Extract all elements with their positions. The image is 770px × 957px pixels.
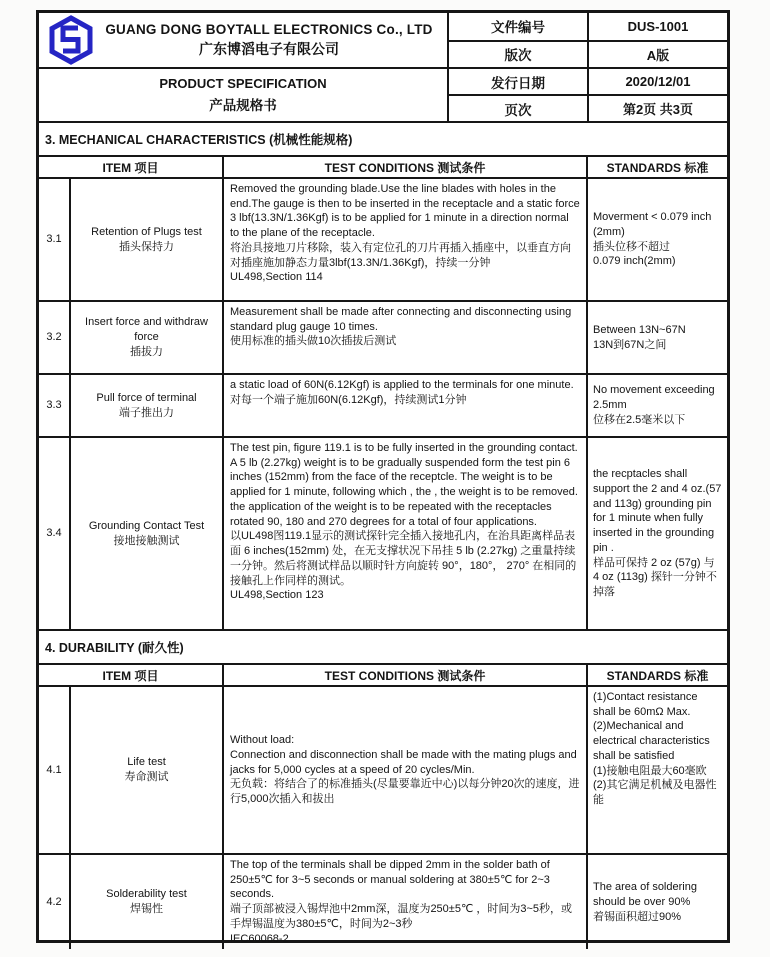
standards-cell: Between 13N~67N 13N到67N之间 xyxy=(587,301,727,374)
company-name-cn: 广东博滔电子有限公司 xyxy=(199,40,339,57)
header-row xyxy=(39,13,727,41)
conditions-cell: The top of the terminals shall be dipped 2mm in the solder bath of 250±5℃ for 3~5 seconds or manual soldering at 380±5℃ for 2~3 seconds. 端子顶部被浸入锡焊池中2mm深，温度为250±5℃ ，时间为3~5秒，或手焊锡温度为380±5℃，时间为2~3秒 IEC60068-2 xyxy=(223,854,587,949)
company-cell xyxy=(39,13,448,68)
table-row-3-4 xyxy=(39,437,727,630)
standards-cell: the recptacles shall support the 2 and 4 oz.(57 and 113g) grounding pin for 1 minute when fully inserted in the grounding pin . 样品可保持 2 oz (57g) 与 4 oz (113g) 探针一分钟不掉落 xyxy=(587,437,727,630)
conditions-cell: Without load: Connection and disconnection shall be made with the mating plugs and jacks for 5,000 cycles at a speed of 20 cycles/Min. 无负载：将结合了的标准插头(尽量要靠近中心)以每分钟20次的速度，进行5,000次插入和拔出 xyxy=(223,686,587,854)
table-row-3-2 xyxy=(39,301,727,374)
col-header-item: ITEM 项目 xyxy=(39,664,223,686)
header-row xyxy=(39,68,727,95)
company-name-en: GUANG DONG BOYTALL ELECTRONICS Co., LTD xyxy=(105,21,433,37)
col-header-conditions: TEST CONDITIONS 测试条件 xyxy=(223,156,587,178)
field-value-page: 第2页 共3页 xyxy=(588,95,727,122)
row-number: 4.2 xyxy=(39,854,70,949)
item-cell: Solderability test 焊锡性 xyxy=(70,854,223,949)
item-cell: Life test 寿命测试 xyxy=(70,686,223,854)
table-row-3-1 xyxy=(39,178,727,301)
standards-cell: No movement exceeding 2.5mm 位移在2.5毫米以下 xyxy=(587,374,727,437)
company-logo-icon xyxy=(45,15,97,65)
row-number: 3.1 xyxy=(39,178,70,301)
conditions-cell: Removed the grounding blade.Use the line blades with holes in the end.The gauge is then to be inserted in the receptacle and a static force 3 lbf(13.3N/1.36Kgf) is to be applied for 1 minute in a direction normal to the plane of the receptacle. 将治具接地刀片移除，装入有定位孔的刀片再插入插座中，以垂直方向对插座施加静态力量3lbf(13.3N/1.36Kgf)，持续一分钟 UL498,Section 114 xyxy=(223,178,587,301)
doc-title-en: PRODUCT SPECIFICATION xyxy=(159,76,327,91)
field-label-page: 页次 xyxy=(448,95,588,122)
col-header-standards: STANDARDS 标准 xyxy=(587,156,727,178)
table-row-4-1 xyxy=(39,686,727,854)
row-number: 3.4 xyxy=(39,437,70,630)
row-number: 4.1 xyxy=(39,686,70,854)
doc-title-cell xyxy=(39,68,448,122)
col-header-standards: STANDARDS 标准 xyxy=(587,664,727,686)
col-header-item: ITEM 项目 xyxy=(39,156,223,178)
conditions-cell: The test pin, figure 119.1 is to be fully inserted in the grounding contact. A 5 lb (2.27kg) weight is to be gradually suspended form the test pin 6 inches (152mm) from the face of the receptcle. The weight is to be applied for 1 minute, following which , the , the weight is to be removed. the application of the weight is to be repeated with the receptacles rotated 90, 180 and 270 degrees for a total of four applications. 以UL498图119.1显示的测试探针完全插入接地孔内，在治具距离样品表面 6 inches(152mm) 处，在无支撑状况下吊挂 5 lb (2.27kg) 之重量持续一分钟。然后将测试样品以顺时针方向旋转 90°，180°， 270° 在相同的接触孔上作同样的测试。 UL498,Section 123 xyxy=(223,437,587,630)
table-row-4-2 xyxy=(39,854,727,949)
document-frame xyxy=(36,10,730,943)
field-label-revision: 版次 xyxy=(448,41,588,69)
document-header xyxy=(39,13,727,123)
doc-title-cn: 产品规格书 xyxy=(209,98,277,113)
durability-table xyxy=(39,663,727,949)
table-row-3-3 xyxy=(39,374,727,437)
item-cell: Insert force and withdraw force 插拔力 xyxy=(70,301,223,374)
column-header-row xyxy=(39,156,727,178)
item-cell: Pull force of terminal 端子推出力 xyxy=(70,374,223,437)
standards-cell: The area of soldering should be over 90% 着锡面积超过90% xyxy=(587,854,727,949)
section-title-durability: 4. DURABILITY (耐久性) xyxy=(45,641,184,655)
field-value-revision: A版 xyxy=(588,41,727,69)
field-value-issue-date: 2020/12/01 xyxy=(588,68,727,95)
row-number: 3.3 xyxy=(39,374,70,437)
standards-cell: Moverment < 0.079 inch (2mm) 插头位移不超过 0.079 inch(2mm) xyxy=(587,178,727,301)
row-number: 3.2 xyxy=(39,301,70,374)
item-cell: Grounding Contact Test 接地接触测试 xyxy=(70,437,223,630)
col-header-conditions: TEST CONDITIONS 测试条件 xyxy=(223,664,587,686)
field-value-doc-number: DUS-1001 xyxy=(588,13,727,41)
section-title-mechanical: 3. MECHANICAL CHARACTERISTICS (机械性能规格) xyxy=(45,133,353,147)
column-header-row xyxy=(39,664,727,686)
field-label-issue-date: 发行日期 xyxy=(448,68,588,95)
conditions-cell: a static load of 60N(6.12Kgf) is applied to the terminals for one minute. 对每一个端子施加60N(6.12Kgf)，持续测试1分钟 xyxy=(223,374,587,437)
conditions-cell: Measurement shall be made after connecting and disconnecting using standard plug gauge 10 times. 使用标准的插头做10次插拔后测试 xyxy=(223,301,587,374)
standards-cell: (1)Contact resistance shall be 60mΩ Max. (2)Mechanical and electrical characteristics shall be satisfied (1)接触电阻最大60毫欧 (2)其它满足机械及电器性能 xyxy=(587,686,727,854)
item-cell: Retention of Plugs test 插头保持力 xyxy=(70,178,223,301)
field-label-doc-number: 文件编号 xyxy=(448,13,588,41)
mechanical-characteristics-table xyxy=(39,155,727,631)
